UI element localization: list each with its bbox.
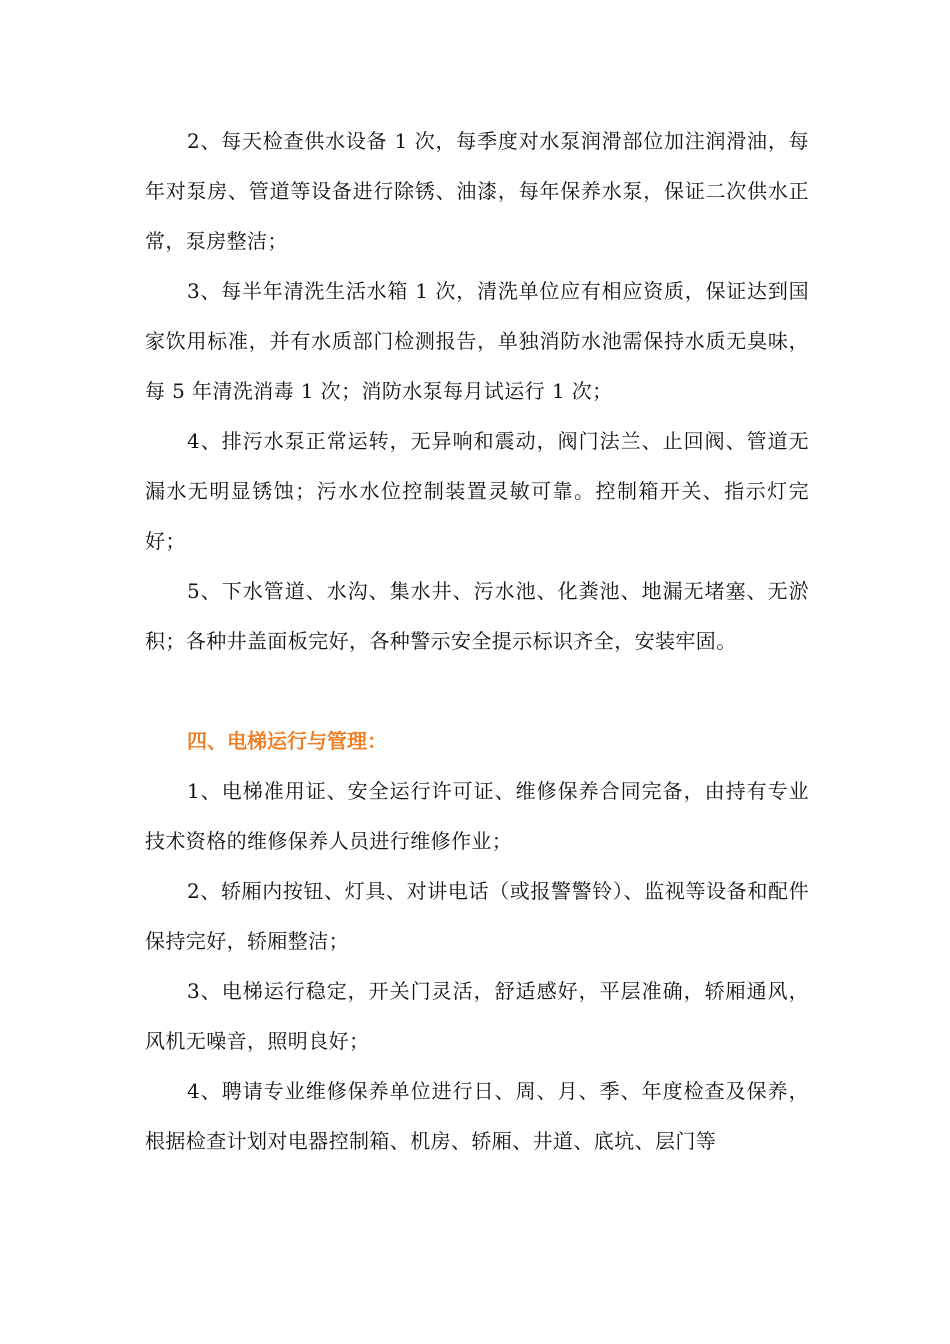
section-spacer	[145, 666, 809, 716]
paragraph-elevator-permits: 1、电梯准用证、安全运行许可证、维修保养合同完备，由持有专业技术资格的维修保养人员进行维修作业；	[145, 779, 809, 853]
paragraph-water-tank-cleaning: 3、每半年清洗生活水箱 1 次，清洗单位应有相应资质，保证达到国家饮用标准，并有水质部门检测报告，单独消防水池需保持水质无臭味，每 5 年清洗消毒 1 次；消防水泵每月试运行 1 次；	[145, 279, 809, 403]
paragraph-sewage-pump: 4、排污水泵正常运转，无异响和震动，阀门法兰、止回阀、管道无漏水无明显锈蚀；污水水位控制装置灵敏可靠。控制箱开关、指示灯完好；	[145, 429, 809, 553]
paragraph-drainage-pipes: 5、下水管道、水沟、集水井、污水池、化粪池、地漏无堵塞、无淤积；各种井盖面板完好，各种警示安全提示标识齐全，安装牢固。	[145, 579, 809, 653]
paragraph-water-equipment-check: 2、每天检查供水设备 1 次，每季度对水泵润滑部位加注润滑油，每年对泵房、管道等设备进行除锈、油漆，每年保养水泵，保证二次供水正常，泵房整洁；	[145, 129, 809, 253]
paragraph-elevator-operation: 3、电梯运行稳定，开关门灵活，舒适感好，平层准确，轿厢通风，风机无噪音，照明良好；	[145, 979, 809, 1053]
section-heading-elevator: 四、电梯运行与管理：	[187, 729, 387, 753]
paragraph-elevator-cabin: 2、轿厢内按钮、灯具、对讲电话（或报警警铃）、监视等设备和配件保持完好，轿厢整洁；	[145, 879, 809, 953]
paragraph-elevator-maintenance: 4、聘请专业维修保养单位进行日、周、月、季、年度检查及保养，根据检查计划对电器控制箱、机房、轿厢、井道、底坑、层门等	[145, 1079, 809, 1153]
document-body	[145, 116, 809, 1166]
